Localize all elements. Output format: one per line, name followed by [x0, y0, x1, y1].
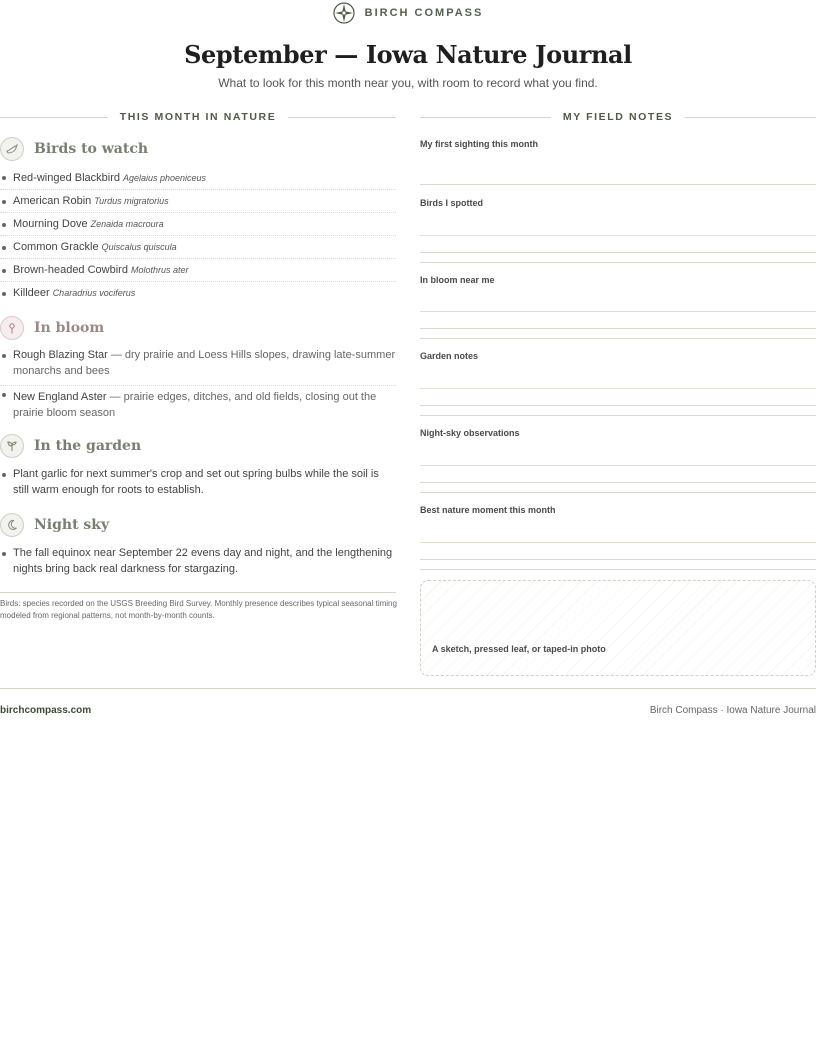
flower-icon [0, 316, 24, 340]
field-birds-spotted[interactable] [420, 198, 816, 264]
garden-list [0, 466, 396, 498]
writing-line[interactable] [420, 415, 816, 416]
list-item: Killdeer Charadrius vociferus [0, 281, 396, 304]
photo-box-caption: A sketch, pressed leaf, or taped-in photo [432, 644, 606, 654]
night-section-title: Night sky [34, 517, 110, 533]
list-item: Brown-headed Cowbird Molothrus ater [0, 258, 396, 281]
writing-line[interactable] [420, 338, 816, 339]
field-first-sighting[interactable] [420, 139, 816, 189]
field-garden-notes[interactable] [420, 351, 816, 417]
notes-column-heading [420, 110, 816, 124]
garden-section-title: In the garden [34, 438, 142, 454]
writing-line[interactable] [420, 235, 816, 236]
list-item: Rough Blazing Star — dry prairie and Loess Hills slopes, drawing late-summer monarchs and bees [0, 347, 396, 385]
list-item: Red-winged Blackbird Agelaius phoeniceus [0, 166, 396, 189]
bloom-list [0, 347, 396, 421]
writing-line[interactable] [420, 328, 816, 329]
field-best-moment[interactable] [420, 505, 816, 571]
page-title: September — Iowa Nature Journal [184, 40, 632, 69]
field-label: Birds I spotted [420, 198, 484, 208]
writing-line[interactable] [420, 252, 816, 253]
writing-line[interactable] [420, 311, 816, 312]
field-label: Garden notes [420, 351, 479, 361]
list-item: Common Grackle Quiscalus quiscula [0, 235, 396, 258]
brand-header [0, 0, 816, 26]
moon-icon [0, 513, 24, 537]
compass-logo-icon [333, 2, 355, 24]
writing-line[interactable] [420, 262, 816, 263]
footer-divider [0, 688, 816, 689]
page-subtitle: What to look for this month near you, with room to record what you find. [218, 76, 598, 90]
writing-line[interactable] [420, 405, 816, 406]
bloom-section-title: In bloom [34, 320, 105, 336]
field-label: Night-sky observations [420, 428, 520, 438]
nature-column-heading [0, 110, 396, 124]
night-list [0, 545, 396, 577]
writing-line[interactable] [420, 492, 816, 493]
field-label: My first sighting this month [420, 139, 538, 149]
bloom-section-heading [0, 316, 104, 340]
brand-name: BIRCH COMPASS [364, 7, 484, 19]
list-item: New England Aster — prairie edges, ditches, and old fields, closing out the prairie bloom season [0, 385, 396, 421]
footer-site-link[interactable]: birchcompass.com [0, 705, 92, 716]
nature-heading-label: THIS MONTH IN NATURE [119, 111, 277, 123]
footnote-divider [0, 592, 396, 593]
field-label: Best nature moment this month [420, 505, 556, 515]
footnote: Birds: species recorded on the USGS Breeding Bird Survey. Monthly presence describes typical seasonal timing modeled from regional patterns, not month-by-month counts. [0, 599, 397, 620]
bird-icon [0, 137, 24, 161]
field-night-sky[interactable] [420, 428, 816, 494]
writing-line[interactable] [420, 388, 816, 389]
writing-line[interactable] [420, 569, 816, 570]
field-label: In bloom near me [420, 275, 495, 285]
garden-section-heading [0, 434, 141, 458]
writing-line[interactable] [420, 559, 816, 560]
list-item: Plant garlic for next summer's crop and set out spring bulbs while the soil is still warm enough for roots to establish. [0, 466, 396, 498]
writing-line[interactable] [420, 465, 816, 466]
birds-list [0, 166, 396, 304]
birds-section-title: Birds to watch [34, 141, 149, 157]
photo-sketch-box[interactable] [420, 580, 816, 676]
writing-line[interactable] [420, 184, 816, 185]
list-item: The fall equinox near September 22 evens day and night, and the lengthening nights bring back real darkness for stargazing. [0, 545, 396, 577]
night-section-heading [0, 513, 109, 537]
footer-credit: Birch Compass · Iowa Nature Journal [649, 705, 816, 716]
list-item: Mourning Dove Zenaida macroura [0, 212, 396, 235]
list-item: American Robin Turdus migratorius [0, 189, 396, 212]
notes-heading-label: MY FIELD NOTES [562, 111, 674, 123]
writing-line[interactable] [420, 542, 816, 543]
birds-section-heading [0, 137, 148, 161]
sprout-icon [0, 434, 24, 458]
field-in-bloom[interactable] [420, 275, 816, 341]
writing-line[interactable] [420, 482, 816, 483]
